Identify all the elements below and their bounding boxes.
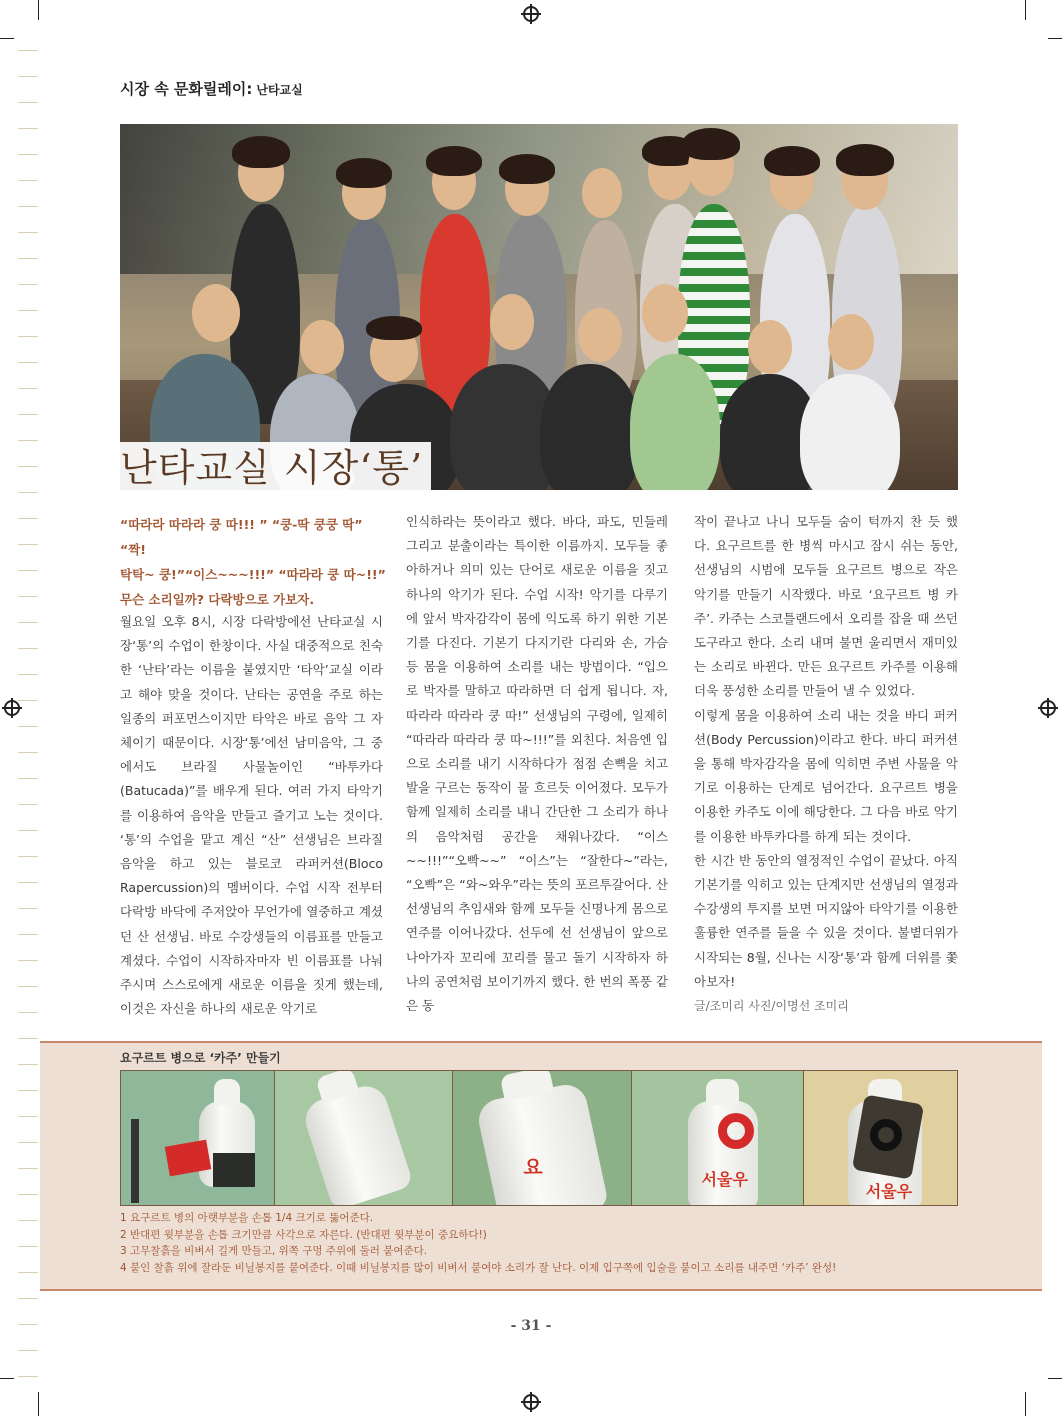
ruler-tick <box>18 544 38 545</box>
crop-mark <box>0 1378 14 1379</box>
registration-mark-icon <box>523 6 539 22</box>
ruler-tick <box>18 622 38 623</box>
divider <box>40 1289 1042 1291</box>
ruler-tick <box>18 1116 38 1117</box>
body-paragraph: 월요일 오후 8시, 시장 다락방에선 난타교실 시장‘통’의 수업이 한창이다. 사실 대중적으로 친숙한 ‘난타’라는 이름을 붙였지만 ‘타악’교실 이라고 해야 맞을 것이다. 난타는 공연을 주로 하는 일종의 퍼포먼스이지만 타악은 바로 음악 그 자체이기 때문이다. 시장‘통’에선 남미음악, 그 중에서도 브라질 사물놀이인 “바투카다(Batucada)”를 배우게 된다. 여러 가지 타악기를 이용하여 음악을 만들고 즐기고 노는 것이다. ‘통’의 수업을 맡고 계신 “산” 선생님은 브라질 음악을 하고 있는 블로코 라퍼커션(Bloco Rapercussion)의 멤버이다. 수업 시작 전부터 다락방 바닥에 주저앉아 무언가에 열중하고 계셨던 산 선생님. 바로 수강생들의 이름표를 만들고 계셨다. 수업이 시작하자마자 빈 이름표를 나눠주시며 스스로에게 새로운 이름을 짓게 했는데, 이것은 자신을 하나의 새로운 악기로 <box>120 614 383 1017</box>
step-photo-5 <box>804 1071 957 1205</box>
ruler-tick <box>18 856 38 857</box>
crop-mark <box>1048 1378 1062 1379</box>
kazoo-instructions <box>120 1210 960 1276</box>
ruler-tick <box>18 908 38 909</box>
crop-mark <box>38 0 39 20</box>
ruler-tick <box>18 518 38 519</box>
registration-mark-icon <box>4 700 20 716</box>
ruler-tick <box>18 1012 38 1013</box>
bottle-label: 요 <box>523 1155 543 1179</box>
step-photo-1 <box>121 1071 275 1205</box>
ruler-tick <box>18 1168 38 1169</box>
section-header <box>120 78 303 99</box>
article-title: 난타교실 시장‘통’ <box>120 442 431 490</box>
ruler-tick <box>18 986 38 987</box>
body-paragraph: 인식하라는 뜻이라고 했다. 바다, 파도, 민들레 그리고 분출이라는 특이한 이름까지. 모두들 좋아하거나 의미 있는 단어로 새로운 이름을 짓고 하나의 악기가 된다. 수업 시작! 악기를 다루기에 앞서 박자감각이 몸에 익도록 하기 위한 기본기를 다진다. 기본기 다지기란 다리와 손, 가슴 등 몸을 이용하여 소리를 내는 방법이다. “입으로 박자를 말하고 따라하면 더 쉽게 됩니다. 자, 따라라 따라라 쿵 따!” 선생님의 구령에, 일제히 “따라라 따라라 쿵 따~!!!”를 외친다. 처음엔 입으로 소리를 내기 시작하다가 점점 손뼉을 치고 발을 구르는 동작이 물 흐르듯 이어졌다. 모두가 함께 일제히 소리를 내니 간단한 그 소리가 하나의 음악처럼 공간을 채워나갔다. “이스~~!!!”“오빡~~” “이스”는 “잘한다~”라는, “오빡”은 “와~와우”라는 뜻의 포르투갈어다. 산 선생님의 추임새와 함께 모두들 신명나게 몸으로 연주를 이어나갔다. 선두에 선 선생님이 앞으로 나아가자 꼬리에 꼬리를 물고 돌기 시작하자 하나의 공연처럼 보이기까지 했다. 한 번의 폭풍 같은 동 <box>406 514 668 1014</box>
page-number: - 31 - <box>510 1318 552 1334</box>
section-title: 시장 속 문화릴레이: <box>120 80 253 98</box>
lead-line: 무슨 소리일까? 다락방으로 가보자. <box>120 592 315 607</box>
ruler-tick <box>18 1376 38 1377</box>
crop-mark <box>1025 1392 1026 1416</box>
ruler-tick <box>18 232 38 233</box>
instruction-step: 4 붙인 찰흙 위에 잘라둔 비닐봉지를 붙여준다. 이때 비닐봉지를 많이 비벼서 붙여야 소리가 잘 난다. 이제 입구쪽에 입술을 붙이고 소리를 내주면 ‘카주’ 완성! <box>120 1261 837 1274</box>
ruler-tick <box>18 882 38 883</box>
lead-line: 탁탁~ 쿵!”“이스~~~!!!” “따라라 쿵 따~!!” <box>120 567 386 582</box>
ruler-tick <box>18 1272 38 1273</box>
ruler-tick <box>18 1090 38 1091</box>
instruction-step: 2 반대편 윗부분을 손톱 크기만큼 사각으로 자른다. (반대편 윗부분이 중요하다!) <box>120 1228 487 1241</box>
ruler-tick <box>18 466 38 467</box>
ruler-tick <box>18 674 38 675</box>
ruler-tick <box>18 934 38 935</box>
registration-mark-icon <box>1040 700 1056 716</box>
ruler-tick <box>18 180 38 181</box>
step-photo-2 <box>275 1071 453 1205</box>
ruler-tick <box>18 700 38 701</box>
ruler-tick <box>18 1350 38 1351</box>
ruler-tick <box>18 310 38 311</box>
ruler-tick <box>18 258 38 259</box>
ruler-tick <box>18 1220 38 1221</box>
byline: 글/조미리 사진/이명선 조미리 <box>694 999 849 1014</box>
ruler-tick <box>18 76 38 77</box>
ruler-tick <box>18 50 38 51</box>
ruler-tick <box>18 1038 38 1039</box>
ruler-tick <box>18 830 38 831</box>
step-photo-3 <box>453 1071 631 1205</box>
ruler-tick <box>18 414 38 415</box>
ruler-tick <box>18 128 38 129</box>
ruler-tick <box>18 1298 38 1299</box>
body-paragraph: 이렇게 몸을 이용하여 소리 내는 것을 바디 퍼커션(Body Percussion)이라고 한다. 바디 퍼커션을 통해 박자감각을 몸에 익히면 주변 사물을 악기로 이용하는 단계로 넘어간다. 요구르트 병을 이용한 카주도 이에 해당한다. 그 다음 바로 악기를 이용한 바투카다를 하게 되는 것이다. <box>694 707 958 844</box>
crop-mark <box>1048 38 1062 39</box>
crop-mark <box>0 38 14 39</box>
ruler-tick <box>18 648 38 649</box>
lead-line: “따라라 따라라 쿵 따!!! ” “쿵-딱 쿵쿵 딱” “짝! <box>120 517 363 557</box>
ruler-tick <box>18 804 38 805</box>
ruler-tick <box>18 362 38 363</box>
step-photo-4 <box>632 1071 804 1205</box>
registration-mark-icon <box>523 1394 539 1410</box>
ruler-tick <box>18 778 38 779</box>
ruler-tick <box>18 1246 38 1247</box>
ruler-tick <box>18 726 38 727</box>
ruler-tick <box>18 284 38 285</box>
crop-mark <box>38 1392 39 1416</box>
ruler-tick <box>18 102 38 103</box>
ruler-tick <box>18 336 38 337</box>
ruler-tick <box>18 960 38 961</box>
ruler-tick <box>18 388 38 389</box>
ruler-tick <box>18 492 38 493</box>
crop-mark <box>1025 0 1026 20</box>
kazoo-step-photos <box>120 1070 958 1206</box>
ruler-tick <box>18 1194 38 1195</box>
body-column-3 <box>694 510 958 1018</box>
instruction-step: 3 고무찰흙을 비벼서 길게 만들고, 위쪽 구멍 주위에 둘러 붙여준다. <box>120 1245 428 1257</box>
instruction-step: 1 요구르트 병의 아랫부분을 손톱 1/4 크기로 뚫어준다. <box>120 1212 374 1224</box>
ruler-tick <box>18 1142 38 1143</box>
ruler-tick <box>18 440 38 441</box>
ruler-tick <box>18 752 38 753</box>
ruler-tick <box>18 154 38 155</box>
ruler-tick <box>18 1064 38 1065</box>
ruler-tick <box>18 596 38 597</box>
body-paragraph: 작이 끝나고 나니 모두들 숨이 턱까지 찬 듯 했다. 요구르트를 한 병씩 마시고 잠시 쉬는 동안, 선생님의 시범에 모두들 요구르트 병으로 작은 악기를 만들기 시작했다. 바로 ‘요구르트 병 카주’. 카주는 스코틀랜드에서 오리를 잡을 때 쓰던 도구라고 한다. 소리 내며 불면 울리면서 재미있는 소리로 바뀐다. 만든 요구르트 카주를 이용해 더욱 풍성한 소리를 만들어 낼 수 있었다. <box>694 514 958 699</box>
group-photo <box>120 124 958 490</box>
bottle-label: 서울우 <box>865 1182 913 1201</box>
body-column-2 <box>406 510 668 1018</box>
section-subtitle: 난타교실 <box>256 83 303 97</box>
bottle-label: 서울우 <box>701 1170 748 1189</box>
divider <box>40 1041 1042 1043</box>
ruler-tick <box>18 570 38 571</box>
lead-paragraph <box>120 512 392 612</box>
body-paragraph: 한 시간 반 동안의 열정적인 수업이 끝났다. 아직 기본기를 익히고 있는 단계지만 선생님의 열정과 수강생의 투지를 보면 머지않아 타악기를 이용한 훌륭한 연주를 들을 수 있을 것이다. 불볕더위가 시작되는 8월, 신나는 시장‘통’과 함께 더위를 쫓아보자! <box>694 852 958 989</box>
ruler-tick <box>18 206 38 207</box>
kazoo-title: 요구르트 병으로 ‘카주’ 만들기 <box>120 1051 281 1065</box>
body-column-1 <box>120 610 383 1021</box>
